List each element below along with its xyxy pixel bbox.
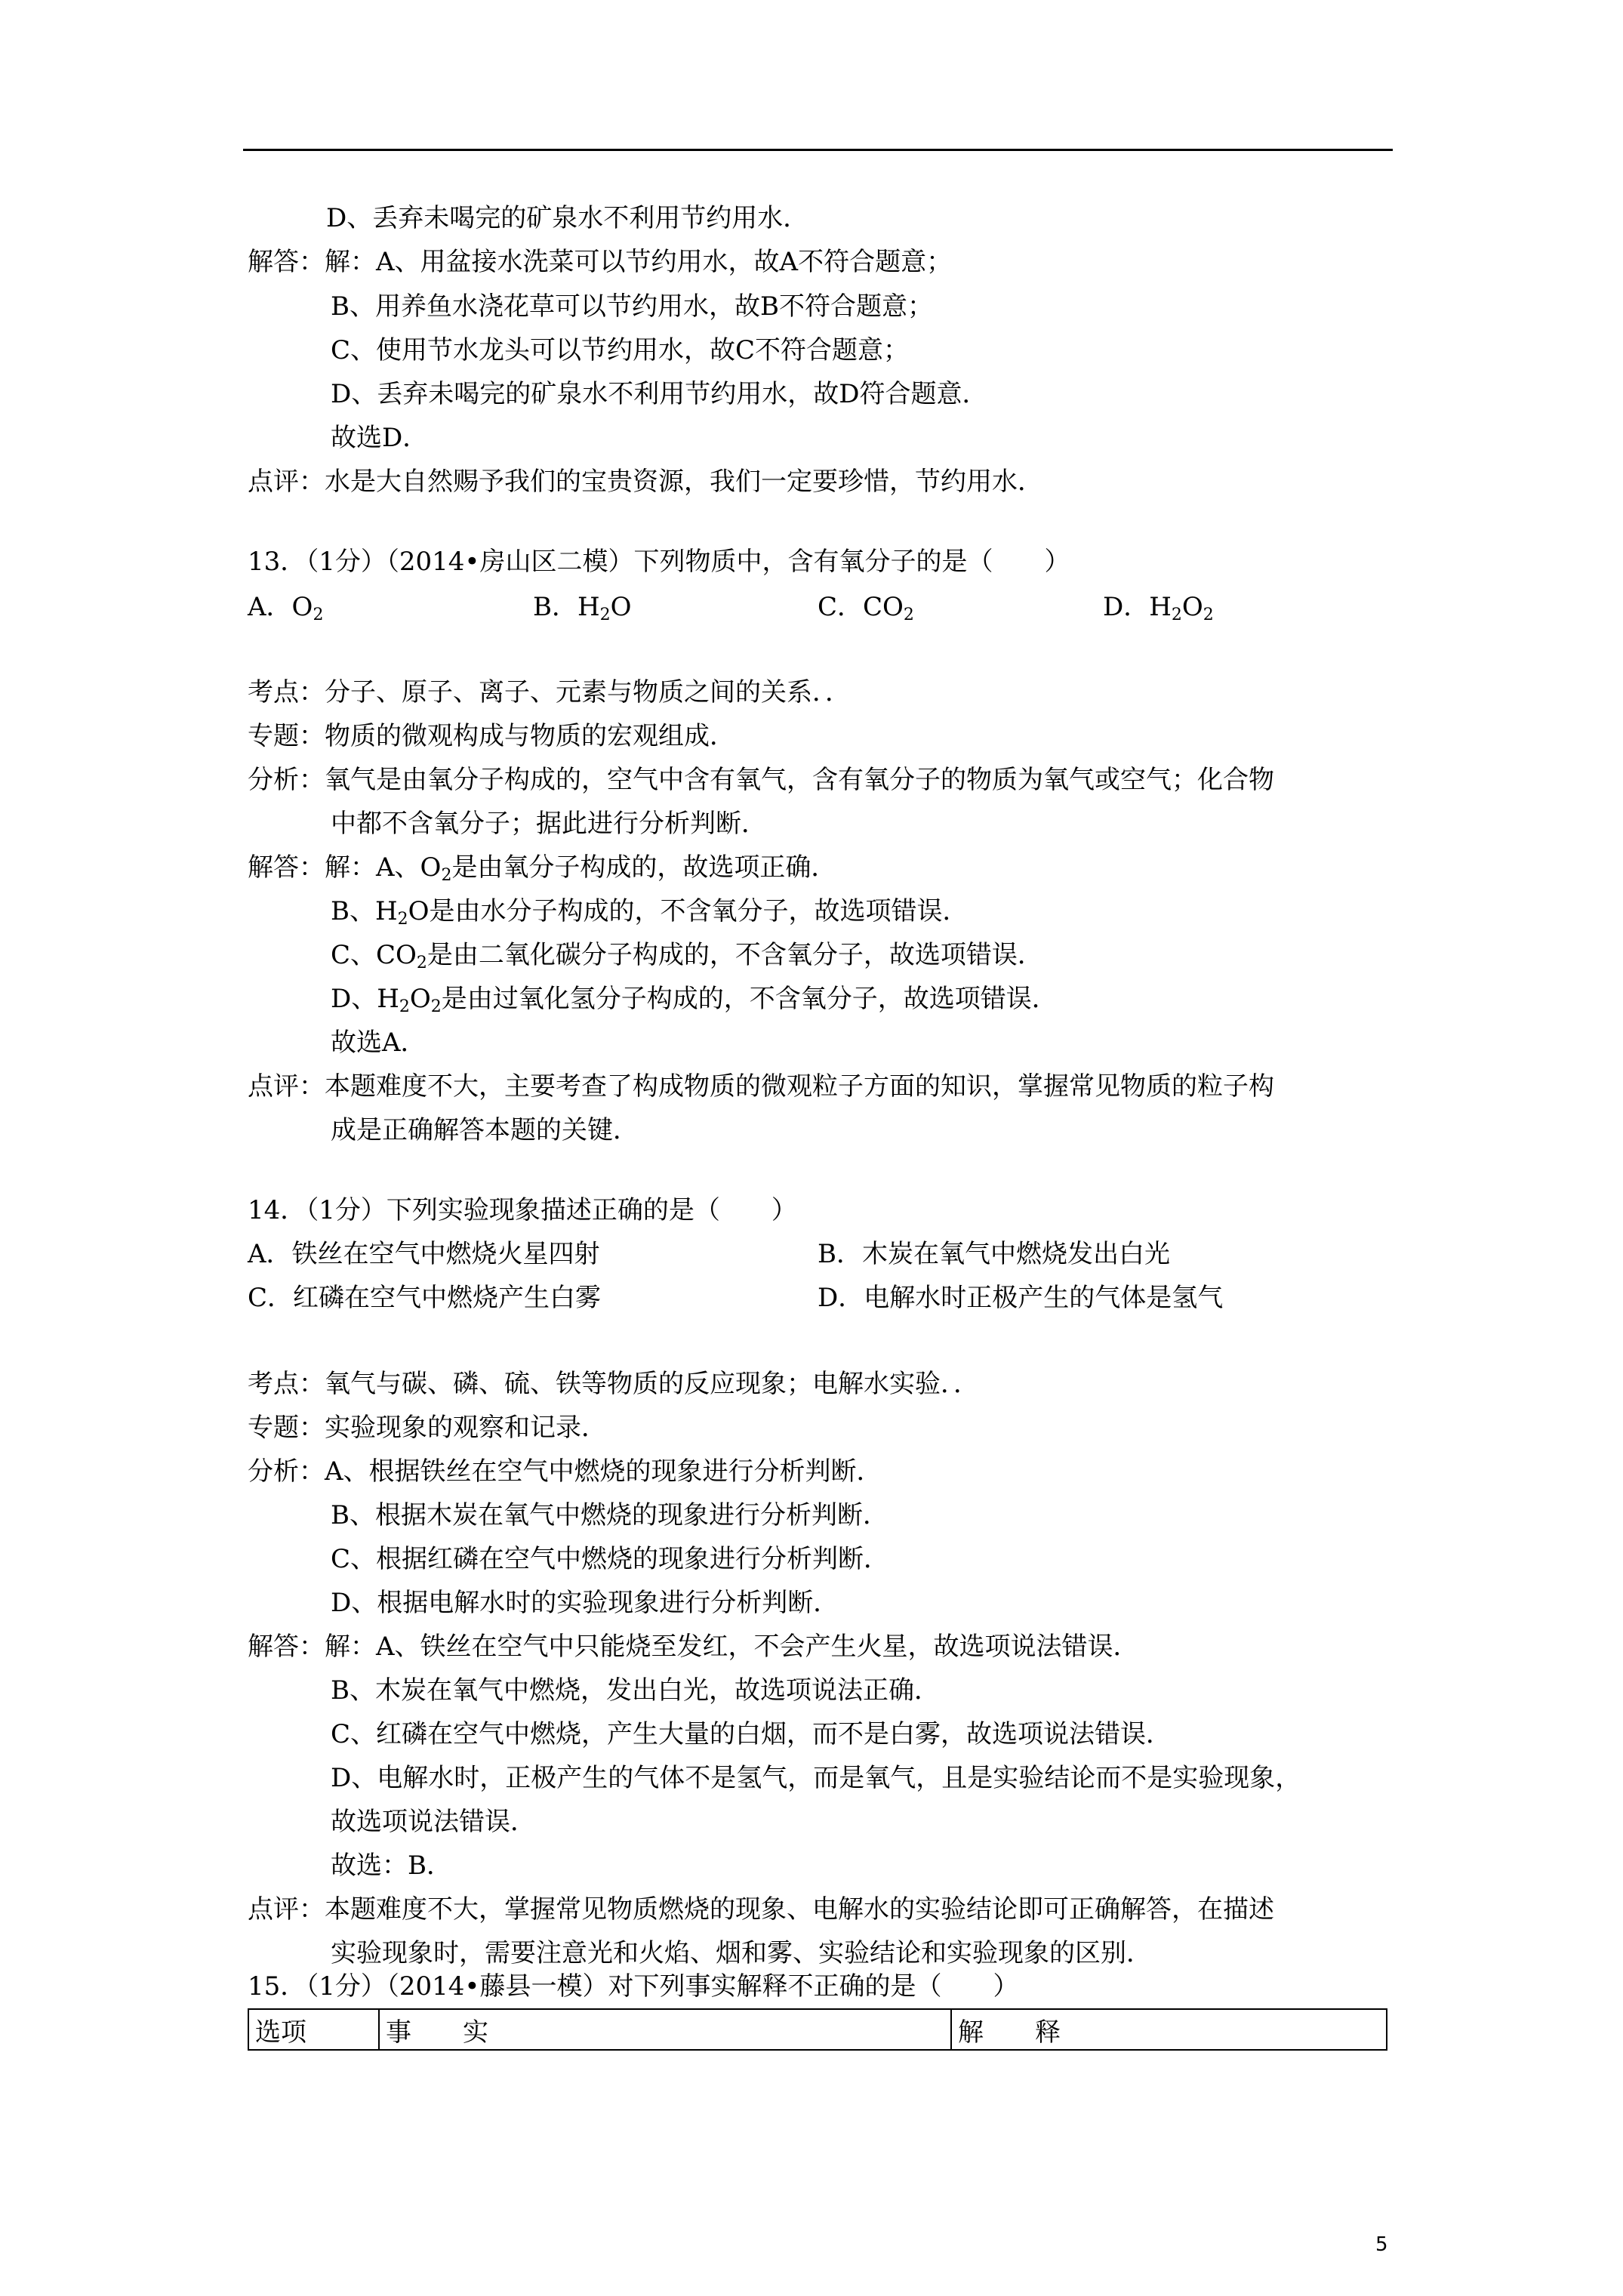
q12-answer-c: C、使用节水龙头可以节约用水，故C不符合题意； (331, 335, 910, 365)
q14-option-d: D．电解水时正极产生的气体是氢气 (818, 1283, 1224, 1313)
q13-option-c: C．$CO_2$ (818, 592, 914, 624)
q13-comment-2: 成是正确解答本题的关键． (331, 1115, 639, 1145)
q14-option-a: A．铁丝在空气中燃烧火星四射 (248, 1239, 600, 1269)
q13-point: 考点：分子、原子、离子、元素与物质之间的关系．． (248, 677, 851, 707)
q13-answer-c: C、$CO_2$是由二氧化碳分子构成的，不含氧分子，故选项错误． (331, 940, 1043, 972)
q14-analysis-d: D、根据电解水时的实验现象进行分析判断． (331, 1588, 839, 1618)
q15-table (248, 2008, 1387, 2051)
q14-comment-1: 点评：本题难度不大，掌握常见物质燃烧的现象、电解水的实验结论即可正确解答，在描述 (248, 1894, 1274, 1925)
q13-option-b: B．$H_2O$ (533, 592, 632, 624)
q13-question: 13．（1分）（2014•房山区二模）下列物质中，含有氧分子的是（ ） (248, 547, 1070, 577)
q13-answer-b: B、$H_2O$是由水分子构成的，不含氧分子，故选项错误． (331, 896, 969, 929)
q12-option-d: D、丢弃未喝完的矿泉水不利用节约用水． (326, 203, 809, 233)
q13-option-a: A．$O_2$ (248, 592, 324, 624)
q13-topic: 专题：物质的微观构成与物质的宏观组成． (248, 721, 735, 751)
q14-analysis-c: C、根据红磷在空气中燃烧的现象进行分析判断． (331, 1544, 890, 1574)
header-rule (243, 149, 1393, 151)
q13-analysis-2: 中都不含氧分子；据此进行分析判断． (331, 809, 767, 839)
q14-answer-d1: D、电解水时，正极产生的气体不是氢气，而是氧气，且是实验结论而不是实验现象， (331, 1763, 1301, 1793)
q14-analysis-a: 分析：A、根据铁丝在空气中燃烧的现象进行分析判断． (248, 1456, 882, 1487)
q13-analysis-1: 分析：氧气是由氧分子构成的，空气中含有氧气，含有氧分子的物质为氧气或空气；化合物 (248, 765, 1274, 795)
q14-option-b: B．木炭在氧气中燃烧发出白光 (818, 1239, 1170, 1269)
q15-header-option: 选项 (248, 2009, 379, 2050)
q14-question: 14．（1分）下列实验现象描述正确的是（ ） (248, 1195, 797, 1225)
q14-answer-d2: 故选项说法错误． (331, 1807, 536, 1837)
q14-answer-c: C、红磷在空气中燃烧，产生大量的白烟，而不是白雾，故选项说法错误． (331, 1719, 1172, 1749)
page-number: 5 (1375, 2233, 1388, 2256)
q12-answer-a: 解答：解：A、用盆接水洗菜可以节约用水，故A不符合题意； (248, 247, 953, 277)
q15-table-header-row (248, 2009, 1387, 2050)
q14-comment-2: 实验现象时，需要注意光和火焰、烟和雾、实验结论和实验现象的区别． (331, 1938, 1152, 1968)
q13-answer-d: D、$H_2O_2$是由过氧化氢分子构成的，不含氧分子，故选项错误． (331, 984, 1058, 1016)
q14-analysis-b: B、根据木炭在氧气中燃烧的现象进行分析判断． (331, 1500, 888, 1530)
q14-answer-b: B、木炭在氧气中燃烧，发出白光，故选项说法正确． (331, 1675, 940, 1706)
q12-choice: 故选D． (331, 423, 429, 453)
q14-answer-a: 解答：解：A、铁丝在空气中只能烧至发红，不会产生火星，故选项说法错误． (248, 1632, 1139, 1662)
q12-answer-b: B、用养鱼水浇花草可以节约用水，故B不符合题意； (331, 291, 933, 322)
q13-choice: 故选A． (331, 1028, 427, 1058)
q15-header-explanation: 解 释 (951, 2009, 1387, 2050)
q12-answer-d: D、丢弃未喝完的矿泉水不利用节约用水，故D符合题意． (331, 379, 988, 409)
q15-header-fact: 事 实 (379, 2009, 951, 2050)
q14-topic: 专题：实验现象的观察和记录． (248, 1413, 607, 1443)
q14-choice: 故选：B． (331, 1851, 452, 1881)
q14-option-c: C．红磷在空气中燃烧产生白雾 (248, 1283, 602, 1313)
q13-answer-a: 解答：解：A、$O_2$是由氧分子构成的，故选项正确． (248, 852, 837, 885)
q14-point: 考点：氧气与碳、磷、硫、铁等物质的反应现象；电解水实验．． (248, 1369, 979, 1399)
q13-comment-1: 点评：本题难度不大，主要考查了构成物质的微观粒子方面的知识，掌握常见物质的粒子构 (248, 1071, 1274, 1102)
q12-comment: 点评：水是大自然赐予我们的宝贵资源，我们一定要珍惜，节约用水． (248, 467, 1043, 497)
q13-option-d: D．$H_2O_2$ (1103, 592, 1214, 624)
q15-question: 15．（1分）（2014•藤县一模）对下列事实解释不正确的是（ ） (248, 1971, 1019, 2002)
